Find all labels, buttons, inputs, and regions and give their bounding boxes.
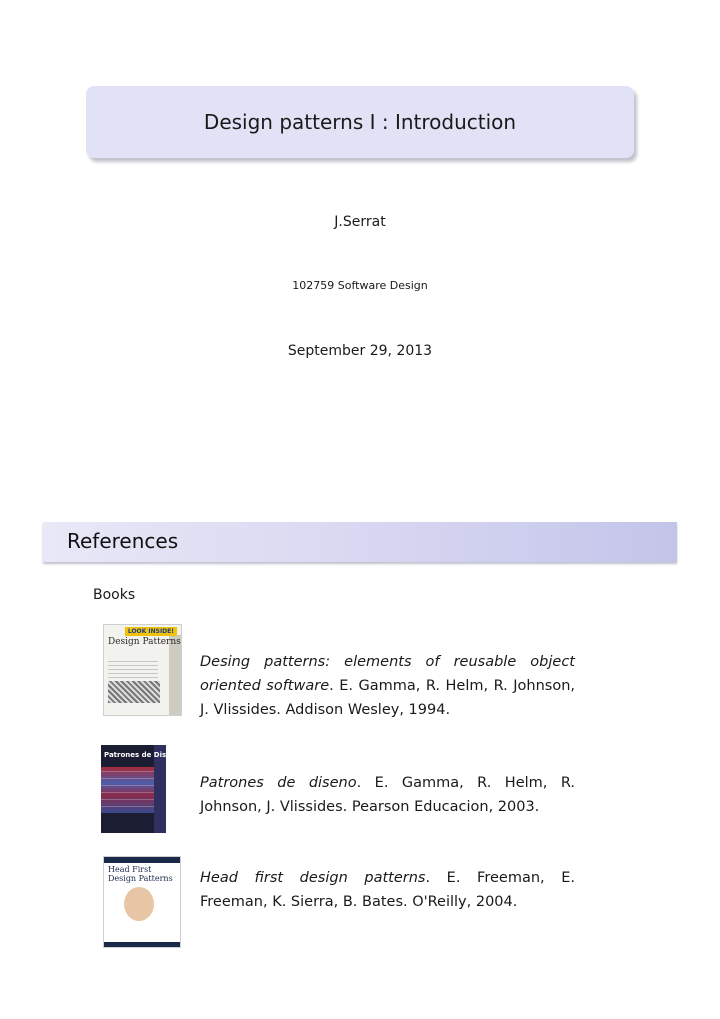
reference-title: Patrones de diseno (200, 775, 357, 791)
book-cover-head-first (103, 856, 181, 948)
cover-title (108, 865, 173, 883)
date: September 29, 2013 (287, 343, 433, 359)
books-label: Books (93, 587, 136, 603)
cover-title-line: Head First (108, 865, 152, 874)
author: J.Serrat (334, 214, 386, 230)
slide-title: Design patterns I : Introduction (203, 110, 517, 134)
cover-top-band (104, 857, 180, 863)
cover-title: Design Patterns (108, 637, 181, 647)
cover-image (124, 887, 154, 921)
references-header (43, 522, 677, 562)
reference-item (200, 771, 575, 819)
reference-title: Desing patterns: elements of reusable object oriented software (200, 654, 575, 694)
references-heading: References (67, 529, 179, 553)
reference-item (200, 650, 575, 722)
book-cover-design-patterns (103, 624, 182, 716)
cover-spine (169, 635, 181, 715)
cover-image (108, 681, 160, 703)
cover-title: Patrones de Diseño (104, 751, 181, 759)
title-box (86, 86, 634, 158)
reference-title: Head first design patterns (200, 870, 426, 886)
cover-text-lines (108, 661, 158, 679)
course-name: 102759 Software Design (292, 279, 428, 292)
reference-item (200, 866, 575, 914)
book-cover-patrones (101, 745, 181, 833)
reference-details: . E. Gamma, R. Helm, R. Johnson, J. Vlissides. Addison Wesley, 1994. (200, 678, 576, 718)
reference-details: . E. Gamma, R. Helm, R. Johnson, J. Vlissides. Pearson Educacion, 2003. (200, 775, 575, 815)
cover-ribbon: LOOK INSIDE! (125, 627, 177, 636)
cover-bottom-band (104, 942, 180, 947)
cover-title-line: Design Patterns (108, 874, 173, 883)
reference-details: . E. Freeman, E. Freeman, K. Sierra, B. Bates. O'Reilly, 2004. (200, 870, 575, 910)
